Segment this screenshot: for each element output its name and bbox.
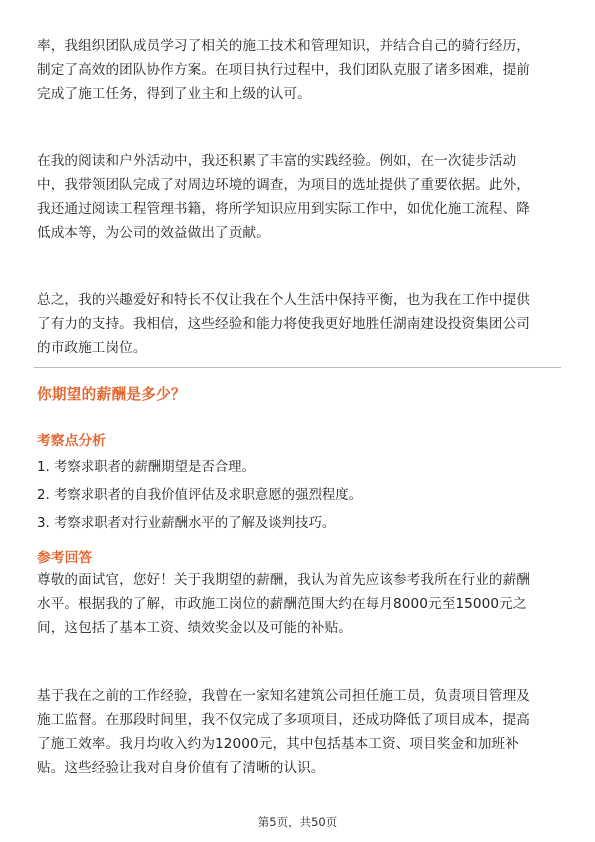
text-line: 我还通过阅读工程管理书籍，将所学知识应用到实际工作中，如优化施工流程、降 — [37, 201, 530, 217]
analysis-item: 2. 考察求职者的自我价值评估及求职意愿的强烈程度。 — [37, 488, 363, 503]
analysis-heading: 考察点分析 — [37, 433, 106, 449]
text-line: 在我的阅读和户外活动中，我还积累了丰富的实践经验。例如，在一次徒步活动 — [37, 153, 517, 169]
text-line: 中，我带领团队完成了对周边环境的调查，为项目的选址提供了重要依据。此外， — [37, 177, 530, 193]
text-line: 总之，我的兴趣爱好和特长不仅让我在个人生活中保持平衡，也为我在工作中提供 — [37, 292, 530, 308]
section-divider — [34, 367, 561, 368]
text-line: 制定了高效的团队协作方案。在项目执行过程中，我们团队克服了诸多困难，提前 — [37, 62, 530, 78]
text-line: 低成本等，为公司的效益做出了贡献。 — [37, 225, 270, 241]
answer-paragraph — [37, 684, 561, 780]
answer-paragraph — [37, 568, 561, 640]
page-number-footer: 第5页，共50页 — [257, 815, 338, 829]
text-line: 水平。根据我的了解，市政施工岗位的薪酬范围大约在每月8000元至15000元之 — [37, 596, 527, 612]
text-line: 了施工效率。我月均收入约为12000元，其中包括基本工资、项目奖金和加班补 — [37, 736, 519, 752]
body-paragraph — [37, 34, 561, 106]
text-line: 完成了施工任务，得到了业主和上级的认可。 — [37, 86, 311, 102]
body-paragraph — [37, 288, 561, 360]
text-line: 施工监督。在那段时间里，我不仅完成了多项项目，还成功降低了项目成本，提高 — [37, 712, 530, 728]
analysis-item: 1. 考察求职者的薪酬期望是否合理。 — [37, 460, 255, 475]
text-line: 尊敬的面试官，您好！关于我期望的薪酬，我认为首先应该参考我所在行业的薪酬 — [37, 572, 530, 588]
text-line: 的市政施工岗位。 — [37, 340, 147, 356]
text-line: 贴。这些经验让我对自身价值有了清晰的认识。 — [37, 760, 325, 776]
question-heading: 你期望的薪酬是多少？ — [37, 386, 186, 403]
body-paragraph — [37, 149, 561, 245]
text-line: 了有力的支持。我相信，这些经验和能力将使我更好地胜任湖南建设投资集团公司 — [37, 316, 530, 332]
text-line: 率，我组织团队成员学习了相关的施工技术和管理知识，并结合自己的骑行经历， — [37, 38, 530, 54]
text-line: 基于我在之前的工作经验，我曾在一家知名建筑公司担任施工员，负责项目管理及 — [37, 688, 530, 704]
answer-heading: 参考回答 — [37, 550, 93, 566]
analysis-item: 3. 考察求职者对行业薪酬水平的了解及谈判技巧。 — [37, 516, 336, 531]
text-line: 间，这包括了基本工资、绩效奖金以及可能的补贴。 — [37, 620, 352, 636]
